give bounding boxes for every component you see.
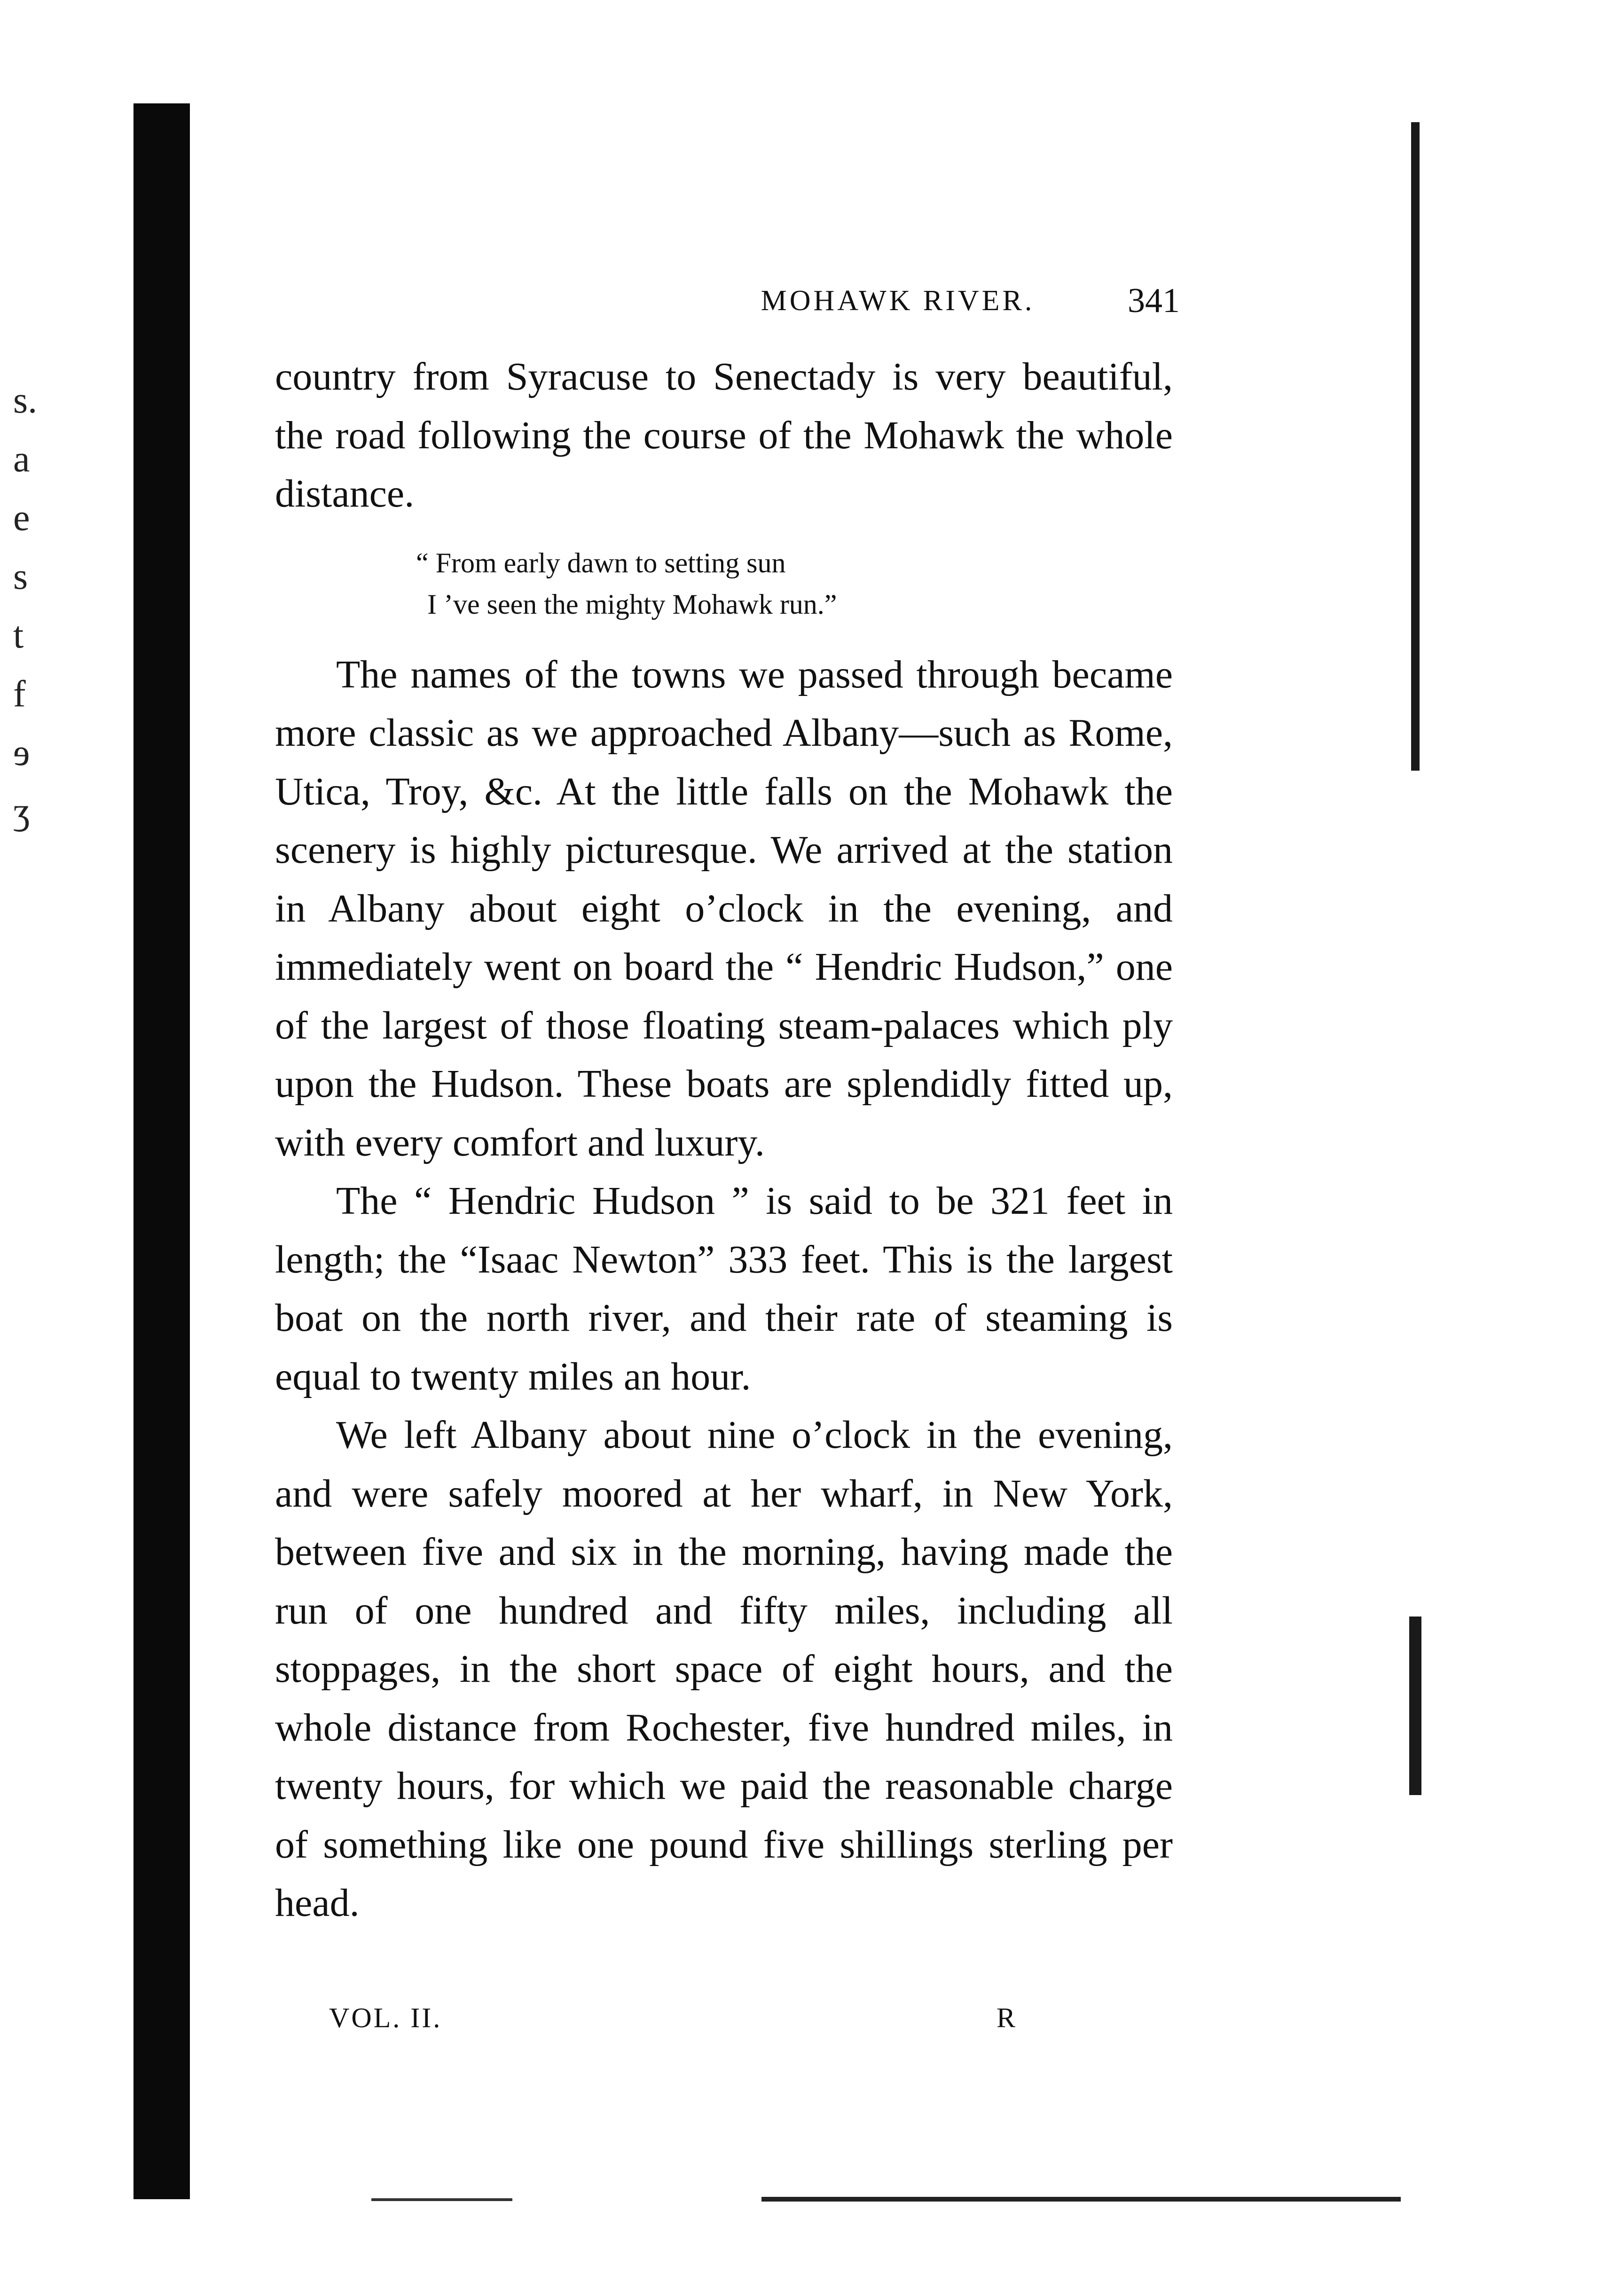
paragraph: We left Albany about nine o’clock in the evening, and were safely moored at her wharf, in New York, between five and six in the morning, having made the run of one hundred and fifty miles, including all stoppages, in the short space of eight hours, and the whole distance from Rochester, five hundred miles, in twenty hours, for which we paid the reasonable charge of something like one pound five shillings sterling per head. <box>275 1413 1173 1925</box>
facing-page-margin-letters <box>13 371 60 841</box>
page-number: 341 <box>1128 281 1180 320</box>
running-head: MOHAWK RIVER. <box>761 285 1035 317</box>
paragraph: The “ Hendric Hudson ” is said to be 321 feet in length; the “Isaac Newton” 333 feet. This is the largest boat on the north river, and their rate of steaming is equal to twenty miles an hour. <box>275 1179 1173 1398</box>
margin-letter: s <box>13 556 28 597</box>
scan-edge-shadow-lower <box>1409 1617 1421 1795</box>
scan-bottom-edge <box>761 2197 1401 2202</box>
page-body <box>275 348 1173 1933</box>
margin-letter: ʒ <box>13 791 30 832</box>
margin-letter: f <box>13 673 26 715</box>
margin-letter: t <box>13 615 24 656</box>
margin-letter: a <box>13 438 30 480</box>
scan-binding-shadow <box>133 103 190 2199</box>
verse-quote <box>416 542 1173 625</box>
margin-letter: s. <box>13 380 38 421</box>
page-footer <box>329 2002 1081 2044</box>
volume-mark: VOL. II. <box>329 2002 442 2033</box>
scan-edge-shadow <box>1411 122 1420 771</box>
margin-letter: ɘ <box>13 732 30 773</box>
signature-mark: R <box>997 2002 1018 2033</box>
margin-letter: e <box>13 497 30 539</box>
scan-bottom-edge-left <box>371 2198 512 2201</box>
paragraph: The names of the towns we passed through became more classic as we approached Albany—such as Rome, Utica, Troy, &c. At the little falls on the Mohawk the scenery is highly picturesque. We arrived at the station in Albany about eight o’clock in the evening, and immediately went on board the “ Hendric Hudson,” one of the largest of those floating steam-palaces which ply upon the Hudson. These boats are splendidly fitted up, with every comfort and luxury. <box>275 652 1173 1164</box>
paragraph-continuation: country from Syracuse to Senectady is very beautiful, the road following the course of the Mohawk the whole distance. <box>275 355 1173 515</box>
page-header <box>282 277 1180 324</box>
verse-line: “ From early dawn to setting sun <box>416 547 786 578</box>
verse-line: I ’ve seen the mighty Mohawk run.” <box>427 588 837 620</box>
